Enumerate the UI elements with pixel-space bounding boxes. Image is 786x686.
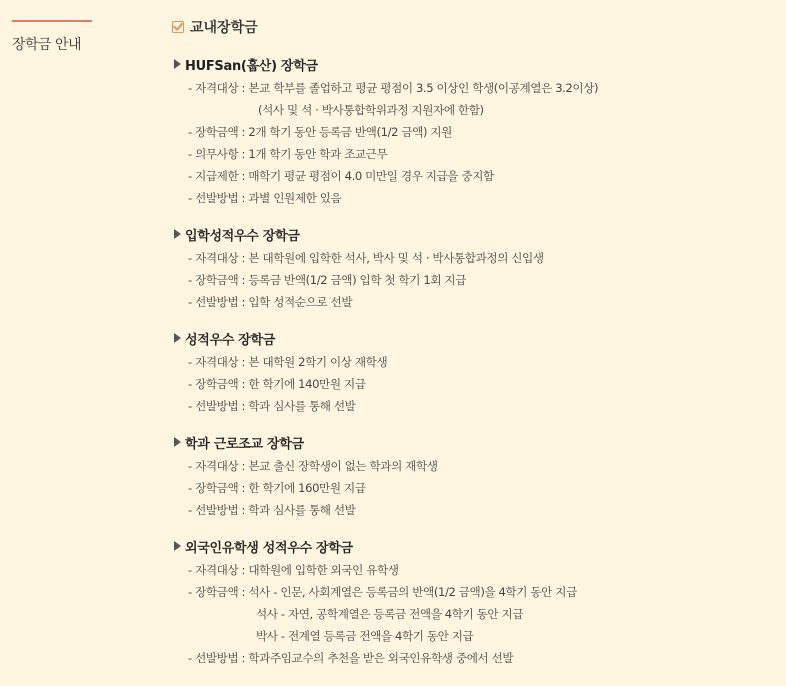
item-label: - 자격대상 :	[188, 459, 249, 473]
list-item	[188, 351, 772, 373]
item-label: - 선발방법 :	[188, 503, 249, 517]
arrow-right-icon	[174, 229, 181, 239]
list-item	[188, 455, 772, 477]
scholarship-section	[172, 54, 772, 209]
checkbox-icon	[172, 21, 184, 33]
page-heading	[172, 16, 772, 38]
item-label: - 자격대상 :	[188, 81, 249, 95]
list-item	[188, 395, 772, 417]
sidebar-title: 장학금 안내	[12, 37, 82, 53]
section-title-text: 입학성적우수 장학금	[185, 228, 300, 244]
item-label: - 자격대상 :	[188, 563, 249, 577]
item-text: 본교 출신 장학생이 없는 학과의 재학생	[248, 459, 438, 473]
item-label: - 장학금액 :	[188, 585, 249, 599]
item-text: 1개 학기 동안 학과 조교근무	[248, 147, 388, 161]
section-title	[174, 432, 772, 452]
arrow-right-icon	[174, 333, 181, 343]
item-label: - 선발방법 :	[188, 295, 249, 309]
list-item	[188, 581, 772, 603]
arrow-right-icon	[174, 437, 181, 447]
list-item	[188, 247, 772, 269]
item-text: 학과 심사를 통해 선발	[248, 503, 356, 517]
item-label: - 선발방법 :	[188, 399, 249, 413]
scholarship-section	[172, 224, 772, 313]
section-title-text: HUFSan(훕산) 장학금	[185, 58, 318, 74]
scholarship-section	[172, 536, 772, 669]
page-title: 교내장학금	[190, 20, 258, 36]
item-label: - 선발방법 :	[188, 191, 249, 205]
item-label: - 장학금액 :	[188, 481, 249, 495]
item-text: 입학 성적순으로 선발	[248, 295, 353, 309]
list-item	[188, 559, 772, 581]
list-item	[188, 477, 772, 499]
item-label: - 장학금액 :	[188, 273, 249, 287]
arrow-right-icon	[174, 541, 181, 551]
item-text: 석사 - 인문, 사회계열은 등록금의 반액(1/2 금액)을 4학기 동안 지급	[248, 585, 577, 599]
item-text: 매학기 평균 평점이 4.0 미만일 경우 지급을 중지함	[248, 169, 494, 183]
section-title	[174, 54, 772, 74]
main-content	[172, 16, 772, 669]
item-text: 과별 인원제한 있음	[248, 191, 342, 205]
item-text: 2개 학기 동안 등록금 반액(1/2 금액) 지원	[248, 125, 452, 139]
section-title	[174, 224, 772, 244]
section-items	[188, 77, 772, 209]
section-items	[188, 455, 772, 521]
item-continuation: 박사 - 전계열 등록금 전액을 4학기 동안 지급	[256, 629, 474, 643]
item-text: 한 학기에 160만원 지급	[248, 481, 366, 495]
list-item	[188, 187, 772, 209]
list-item	[188, 291, 772, 313]
scholarship-section	[172, 328, 772, 417]
list-item	[188, 165, 772, 187]
item-text: 한 학기에 140만원 지급	[248, 377, 366, 391]
list-item	[188, 143, 772, 165]
section-items	[188, 247, 772, 313]
item-text: 학과 심사를 통해 선발	[248, 399, 356, 413]
arrow-right-icon	[174, 59, 181, 69]
item-label: - 장학금액 :	[188, 377, 249, 391]
list-item	[188, 121, 772, 143]
list-item	[188, 373, 772, 395]
item-label: - 장학금액 :	[188, 125, 249, 139]
item-label: - 지급제한 :	[188, 169, 249, 183]
item-text: 등록금 반액(1/2 금액) 입학 첫 학기 1회 지급	[248, 273, 467, 287]
list-item	[188, 77, 772, 99]
item-continuation: (석사 및 석 · 박사통합학위과정 지원자에 한함)	[258, 103, 484, 117]
item-label: - 자격대상 :	[188, 251, 249, 265]
sidebar	[12, 20, 94, 54]
section-title	[174, 328, 772, 348]
item-text: 본교 학부를 졸업하고 평균 평점이 3.5 이상인 학생(이공계열은 3.2이상)	[248, 81, 599, 95]
item-text: 대학원에 입학한 외국인 유학생	[248, 563, 399, 577]
list-item	[188, 499, 772, 521]
item-label: - 선발방법 :	[188, 651, 249, 665]
scholarship-sections	[172, 54, 772, 669]
item-text: 학과주임교수의 추천을 받은 외국인유학생 중에서 선발	[248, 651, 514, 665]
section-items	[188, 351, 772, 417]
section-items	[188, 559, 772, 669]
section-title	[174, 536, 772, 556]
item-label: - 자격대상 :	[188, 355, 249, 369]
sidebar-divider	[12, 20, 92, 22]
section-title-text: 외국인유학생 성적우수 장학금	[185, 540, 353, 556]
item-continuation: 석사 - 자연, 공학계열은 등록금 전액을 4학기 동안 지급	[256, 607, 524, 621]
list-item	[188, 269, 772, 291]
item-text: 본 대학원 2학기 이상 재학생	[248, 355, 388, 369]
section-title-text: 성적우수 장학금	[185, 332, 276, 348]
item-text: 본 대학원에 입학한 석사, 박사 및 석 · 박사통합과정의 신입생	[248, 251, 544, 265]
section-title-text: 학과 근로조교 장학금	[185, 436, 304, 452]
scholarship-section	[172, 432, 772, 521]
list-item	[188, 647, 772, 669]
item-label: - 의무사항 :	[188, 147, 249, 161]
